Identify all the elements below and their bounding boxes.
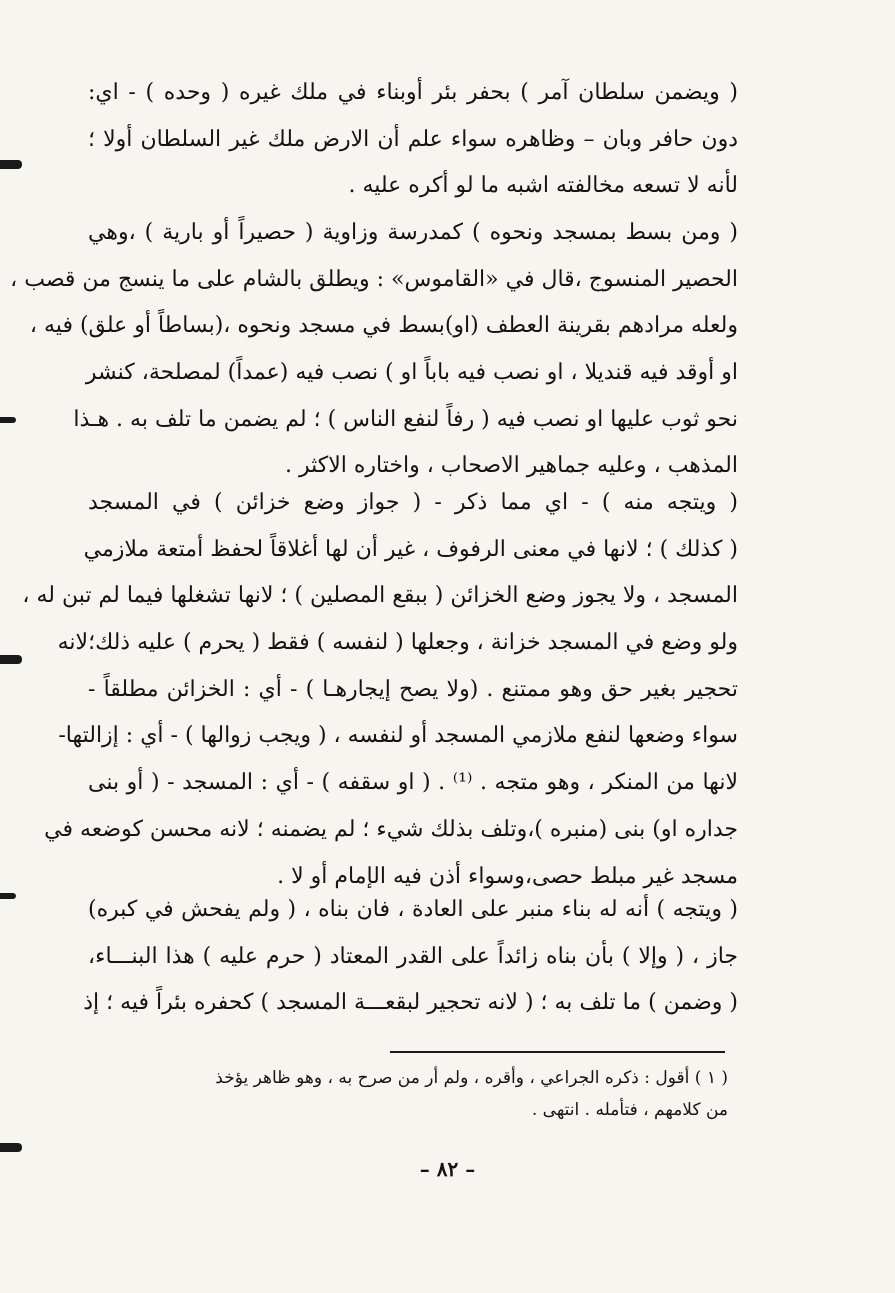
text-line: جداره او) بنى (منبره )،وتلف بذلك شيء ؛ لم يضمنه ؛ لانه محسن كوضعه في [44, 816, 738, 842]
text-line: ( كذلك ) ؛ لانها في معنى الرفوف ، غير أن لها أغلاقاً لحفظ أمتعة ملازمي [83, 536, 738, 562]
scan-edge-mark [0, 417, 16, 423]
text-line: لأنه لا تسعه مخالفته اشبه ما لو أكره عليه . [348, 173, 738, 199]
text-line: مسجد غير مبلط حصى،وسواء أذن فيه الإمام أو لا . [277, 863, 738, 889]
text-line: نحو ثوب عليها او نصب فيه ( رفاً لنفع الناس ) ؛ لم يضمن ما تلف به . هـذا [73, 406, 738, 432]
footnote-line: ( ١ ) أقول : ذكره الجراعي ، وأقره ، ولم أر من صرح به ، وهو ظاهر يؤخذ [215, 1068, 728, 1088]
text-line: ولعله مرادهم بقرينة العطف (او)بسط في مسجد ونحوه ،(بساطاً أو علق) فيه ، [29, 313, 738, 339]
text-line: سواء وضعها لنفع ملازمي المسجد أو لنفسه ، ( ويجب زوالها ) - أي : إزالتها- [58, 723, 738, 749]
footnote-separator [390, 1051, 725, 1053]
scan-edge-mark [0, 1143, 22, 1152]
scan-edge-mark [0, 893, 16, 899]
text-line: تحجير بغير حق وهو ممتنع . (ولا يصح إيجارهـا ) - أي : الخزائن مطلقاً - [88, 676, 738, 702]
text-line: ولو وضع في المسجد خزانة ، وجعلها ( لنفسه ) فقط ( يحرم ) عليه ذلك؛لانه [57, 630, 738, 656]
scan-edge-mark [0, 160, 22, 169]
text-line: جاز ، ( وإلا ) بأن بناه زائداً على القدر المعتاد ( حرم عليه ) هذا البنـــاء، [88, 943, 738, 969]
text-line: او أوقد فيه قنديلا ، او نصب فيه باباً او ) نصب فيه (عمداً) لمصلحة، كنشر [85, 360, 738, 386]
text-line: ( وضمن ) ما تلف به ؛ ( لانه تحجير لبقعـــة المسجد ) كحفره بئراً فيه ؛ إذ [83, 990, 738, 1016]
text-line: دون حافر وبان – وظاهره سواء علم أن الارض ملك غير السلطان أولا ؛ [88, 126, 738, 152]
paragraph-3 [22, 480, 738, 900]
footnote [100, 1062, 728, 1126]
scan-edge-mark [0, 655, 22, 664]
footnote-line: من كلامهم ، فتأمله . انتهى . [531, 1100, 728, 1120]
text-line: ( ومن بسط بمسجد ونحوه ) كمدرسة وزاوية ( حصيراً أو بارية ) ،وهي [88, 220, 738, 245]
text-line: المذهب ، وعليه جماهير الاصحاب ، واختاره الاكثر . [285, 453, 738, 479]
text-line: ( ويضمن سلطان آمر ) بحفر بئر أوبناء في ملك غيره ( وحده ) - اي: [88, 80, 738, 105]
text-line: لانها من المنكر ، وهو متجه . ⁽¹⁾ . ( او سقفه ) - أي : المسجد - ( أو بنى [88, 770, 738, 796]
text-line: الحصير المنسوج ،قال في «القاموس» : ويطلق بالشام على ما ينسج من قصب ، [10, 266, 738, 292]
page-number: – ٨٢ – [419, 1157, 476, 1181]
text-line: ( ويتجه منه ) - اي مما ذكر - ( جواز وضع خزائن ) في المسجد [88, 490, 738, 515]
text-line: المسجد ، ولا يجوز وضع الخزائن ( ببقع المصلين ) ؛ لانها تشغلها فيما لم تبن له ، [22, 583, 738, 609]
paragraph-2 [10, 210, 738, 490]
paragraph-4 [83, 887, 738, 1027]
paragraph-1 [88, 70, 738, 210]
text-line: ( ويتجه ) أنه له بناء منبر على العادة ، فان بناه ، ( ولم يفحش في كبره) [88, 897, 738, 922]
